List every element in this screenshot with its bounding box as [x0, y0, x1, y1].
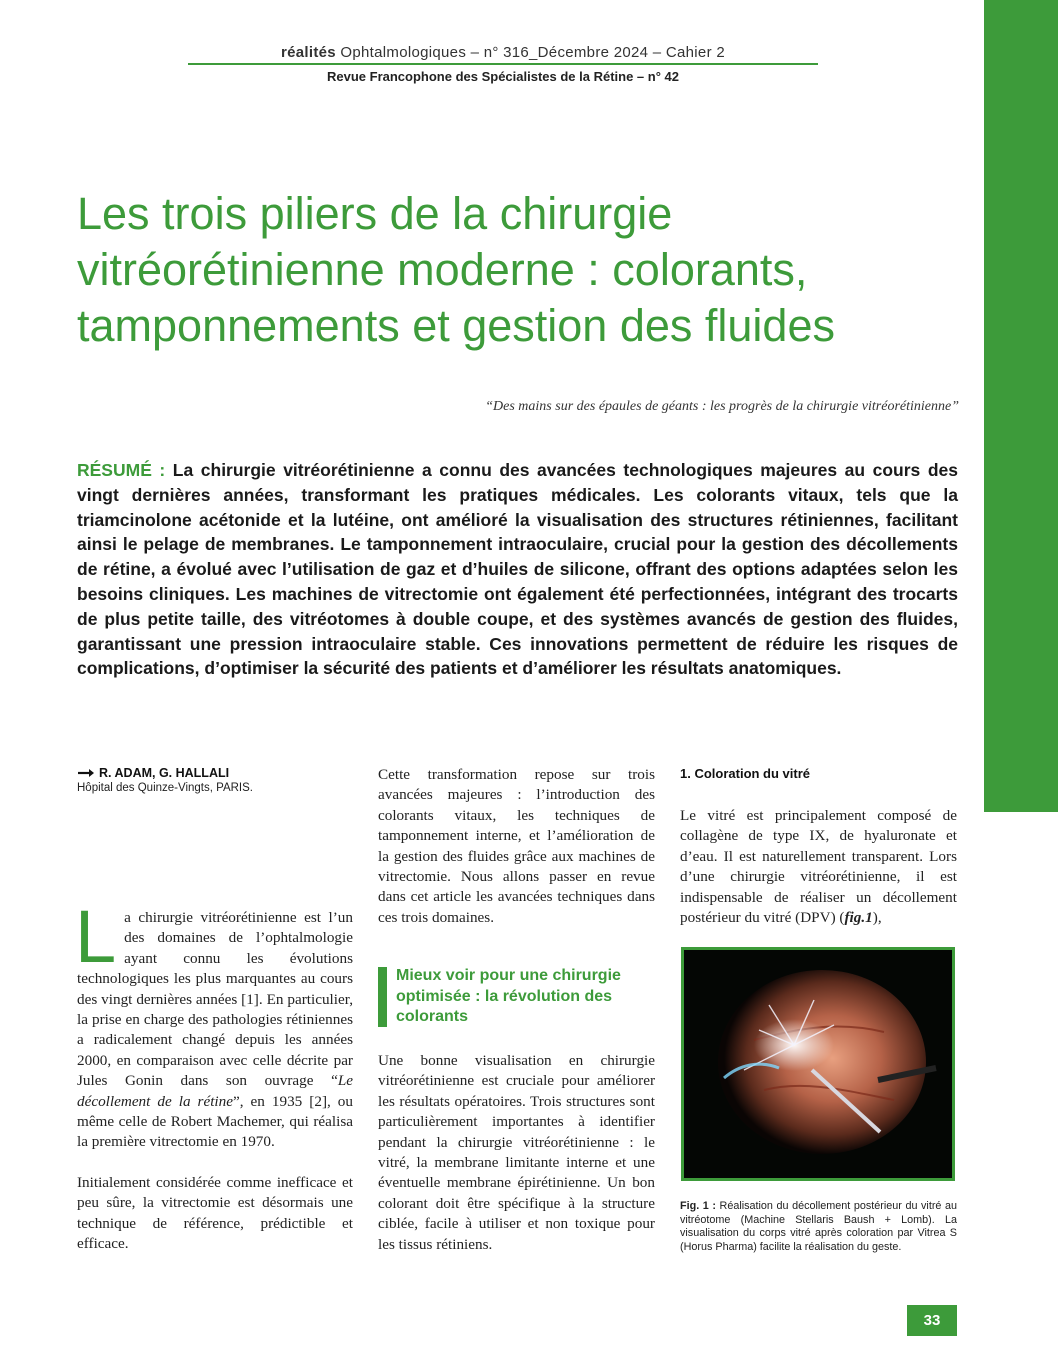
journal-brand: réalités	[281, 44, 336, 61]
fundus-photo	[684, 950, 952, 1178]
epigraph: “Des mains sur des épaules de géants : les progrès de la chirurgie vitréorétinienne”	[485, 399, 959, 414]
paragraph: Une bonne visualisation en chirurgie vitréorétinienne est cruciale pour améliorer les résultats opératoires. Trois structures sont particulièrement importantes à identifier pendant la chirurgie vitréorétinienne : le vitré, la membrane limitante interne et une éventuelle membrane épirétinienne. Un bon colorant doit être spécifique à la structure ciblée, facile à utiliser et non toxique pour les tissus rétiniens.	[378, 1052, 655, 1253]
drop-cap: L	[75, 895, 117, 978]
caption-text: Réalisation du décollement postérieur du vitré au vitréotome (Machine Stellaris Baush + Lomb). La visualisation du corps vitré après coloration par Vitrea S (Horus Pharma) facilite la réalisation du geste.	[680, 1200, 958, 1253]
page-number: 33	[907, 1305, 957, 1336]
column-2-continued	[378, 1051, 655, 1255]
figure-reference: fig.1	[844, 909, 873, 927]
journal-issue: Ophtalmologiques – n° 316_Décembre 2024 – Cahier 2	[340, 44, 725, 61]
column-3	[680, 806, 957, 928]
abstract-label: RÉSUMÉ :	[77, 460, 166, 480]
paragraph-text: a chirurgie vitréorétinienne est l’un des domaines de l’ophtalmologie ayant connu les évolutions technologiques les plus marquantes au cours des vingt dernières années [1]. En particulier, la prise en charge des pathologies rétiniennes a radicalement changé depuis les années 2000, en comparaison avec celle décrite par Jules Gonin dans son ouvrage “	[77, 909, 353, 1090]
column-2	[378, 765, 655, 928]
authors-block	[77, 766, 347, 794]
paragraph: Initialement considérée comme inefficace et peu sûre, la vitrectomie est désormais une technique de référence, prédictible et efficace.	[77, 1173, 353, 1253]
paragraph-text: ),	[872, 909, 882, 927]
author-affiliation: Hôpital des Quinze-Vingts, PARIS.	[77, 782, 253, 794]
paragraph	[680, 806, 957, 928]
journal-subtitle: Revue Francophone des Spécialistes de la Rétine – n° 42	[327, 69, 679, 84]
column-1	[75, 895, 353, 1255]
abstract-text: La chirurgie vitréorétinienne a connu des avancées technologiques majeures au cours des vingt dernières années, transformant les pratiques médicales. Les colorants vitaux, tels que la triamcinolone acétonide et la lutéine, ont amélioré la visualisation des structures rétiniennes, facilitant ainsi le pelage de membranes. Le tamponnement intraoculaire, crucial pour la gestion des décollements de rétine, a évolué avec l’utilisation de gaz et d’huiles de silicone, offrant des options adaptées selon les besoins cliniques. Les machines de vitrectomie ont également été perfectionnées, intégrant des trocarts de plus petite taille, des vitréotomes à double coupe, et des systèmes avancés de gestion des fluides, garantissant une pression intraoculaire stable. Ces innovations permettent de réduire les risques de complications, d’optimiser la sécurité des patients et d’améliorer les résultats anatomiques.	[77, 460, 958, 679]
figure-1-image	[681, 947, 955, 1181]
abstract	[77, 458, 958, 681]
section-heading	[378, 966, 655, 1028]
caption-label: Fig. 1 :	[680, 1200, 716, 1212]
paragraph	[75, 895, 353, 1153]
side-accent-bar	[984, 0, 1058, 812]
arrow-right-icon	[77, 768, 95, 778]
heading-accent-bar	[378, 967, 387, 1027]
journal-header	[188, 44, 818, 61]
subsection-title: 1. Coloration du vitré	[680, 766, 811, 781]
author-names: R. ADAM, G. HALLALI	[99, 766, 230, 780]
paragraph-text: ”, en 1935 [2], ou même celle de Robert Machemer, qui réalisa la première vitrectomie en 1970.	[77, 1092, 353, 1151]
article-title: Les trois piliers de la chirurgie vitréorétinienne moderne : colorants, tamponnements et gestion des fluides	[77, 188, 835, 351]
book-title: Le décollement de la rétine	[77, 1072, 353, 1110]
section-heading-text: Mieux voir pour une chirurgie optimisée : la révolution des colorants	[396, 967, 621, 1025]
paragraph-text: Le vitré est principalement composé de collagène de type IX, de hyaluronate et d’eau. Il est naturellement transparent. Lors d’une chirurgie vitréorétinienne, il est indispensable de réaliser un décollement postérieur du vitré (DPV) (	[680, 807, 957, 927]
author-names-row	[77, 766, 347, 780]
paragraph: Cette transformation repose sur trois avancées majeures : l’introduction des colorants vitaux, les techniques de tamponnement interne, et l’amélioration de la gestion des fluides grâce aux machines de vitrectomie. Nous allons passer en revue dans cet article les avancées techniques dans ces trois domaines.	[378, 766, 655, 926]
figure-caption	[680, 1200, 957, 1254]
header-divider	[188, 63, 818, 65]
